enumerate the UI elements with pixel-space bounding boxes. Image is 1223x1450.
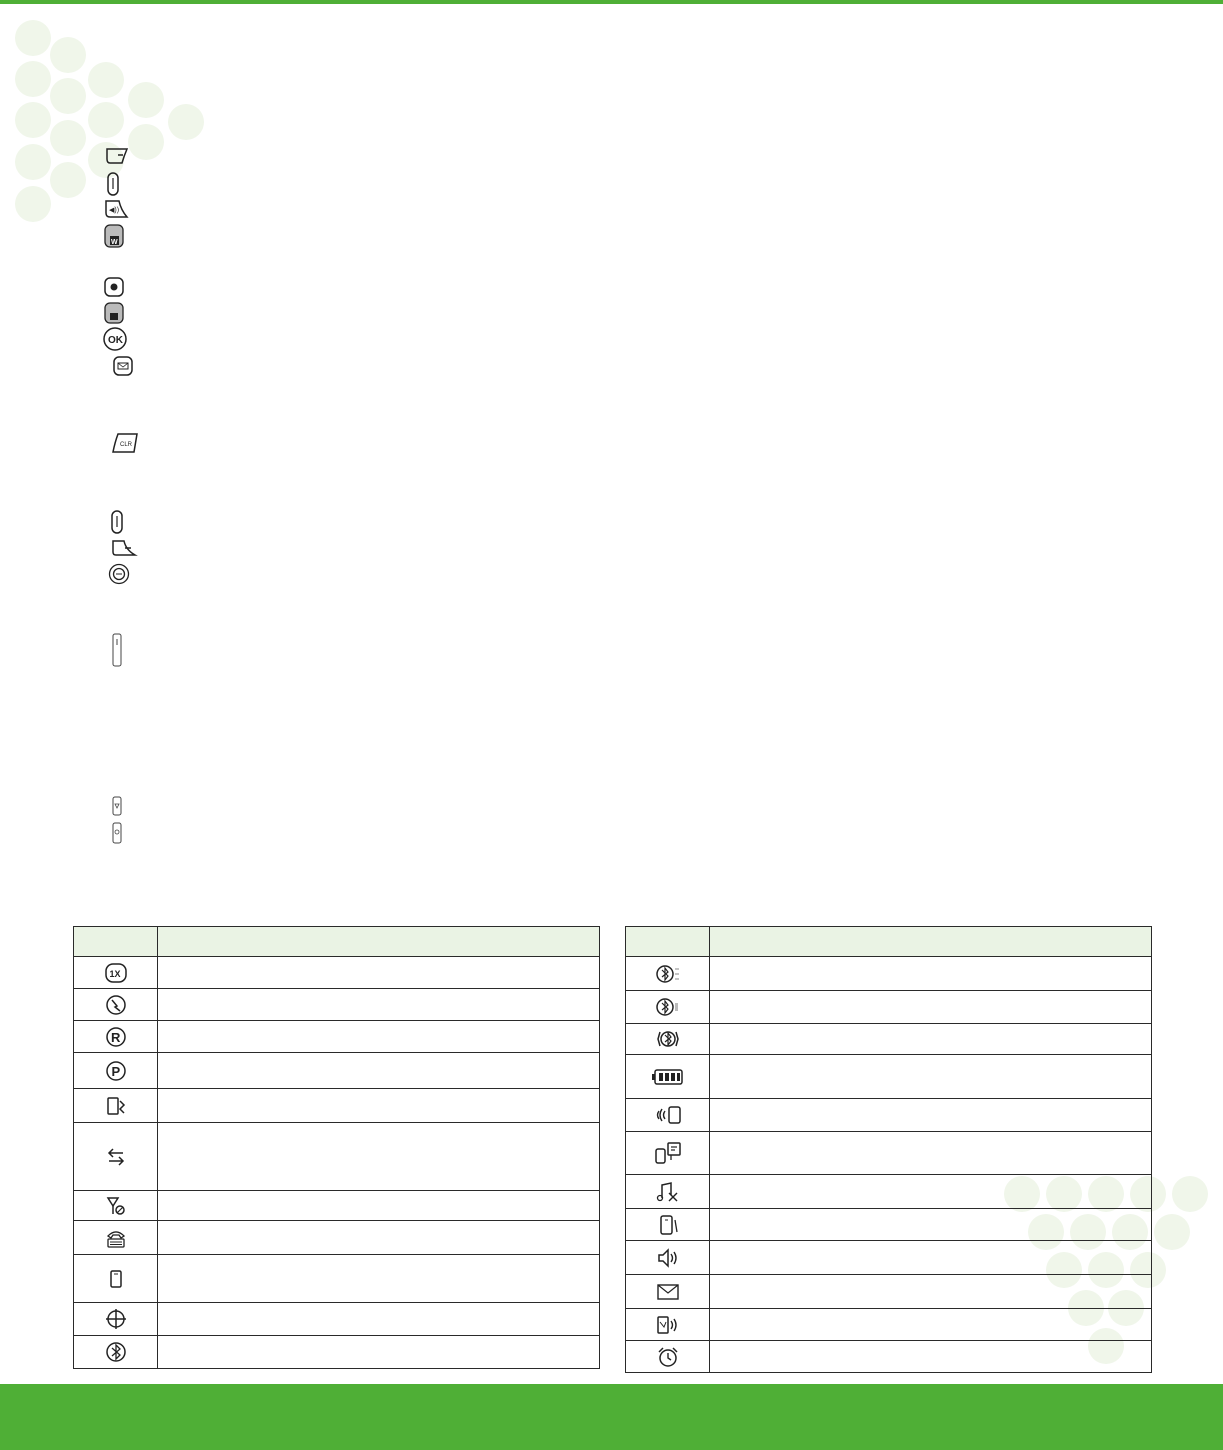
svg-text:R: R <box>110 1029 120 1045</box>
row-description <box>158 1089 600 1123</box>
table-header-row <box>74 927 600 957</box>
row-description <box>710 1241 1152 1275</box>
table-row <box>626 1241 1152 1275</box>
row-description <box>158 1191 600 1221</box>
bluetooth-discoverable-icon <box>655 996 681 1018</box>
table-row <box>74 989 600 1021</box>
row-description <box>710 1024 1152 1055</box>
1x-network-icon <box>104 962 128 984</box>
table-row <box>74 1221 600 1255</box>
music-mute-icon <box>656 1181 680 1203</box>
row-description <box>710 1099 1152 1132</box>
row-description <box>710 1209 1152 1241</box>
vibrate-ringer-icon <box>655 1314 681 1336</box>
camera-key-icon <box>104 277 124 297</box>
row-description <box>158 1053 600 1089</box>
phone-icon <box>105 1268 127 1290</box>
row-description <box>710 1055 1152 1099</box>
header-description <box>710 927 1152 957</box>
data-transfer-icon <box>105 1146 127 1168</box>
row-description <box>710 1175 1152 1209</box>
svg-text:W: W <box>111 239 118 246</box>
navigation-lock-key-icon <box>104 302 124 324</box>
table-row <box>74 1303 600 1336</box>
table-row <box>626 1309 1152 1341</box>
center-nav-key-icon <box>108 563 130 585</box>
table-header-row <box>626 927 1152 957</box>
side-volume-key-icon <box>106 172 120 196</box>
table-row <box>74 1053 600 1089</box>
location-off-icon <box>105 994 127 1016</box>
bottom-accent-band <box>0 1384 1223 1450</box>
table-row <box>626 1024 1152 1055</box>
table-row <box>74 1191 600 1221</box>
table-row <box>626 1099 1152 1132</box>
table-row <box>626 1132 1152 1175</box>
row-description <box>710 1309 1152 1341</box>
header-icon <box>626 927 710 957</box>
svg-text:1X: 1X <box>109 968 121 979</box>
table-row <box>74 1336 600 1369</box>
row-description <box>158 957 600 989</box>
table-row <box>626 1175 1152 1209</box>
new-message-icon <box>656 1282 680 1302</box>
status-icons-table-right <box>625 926 1152 1373</box>
ringer-vibrate-icon <box>653 1104 683 1126</box>
side-key-icon <box>110 510 124 534</box>
row-description <box>710 991 1152 1024</box>
tty-icon <box>105 1227 127 1249</box>
table-row <box>74 1255 600 1303</box>
table-row <box>74 957 600 989</box>
table-row <box>626 1055 1152 1099</box>
ok-key-icon <box>102 327 128 351</box>
table-row <box>74 1021 600 1053</box>
row-description <box>158 1021 600 1053</box>
battery-full-icon <box>651 1067 685 1087</box>
privacy-icon <box>105 1060 127 1082</box>
roaming-icon <box>105 1026 127 1048</box>
row-description <box>710 957 1152 991</box>
table-row <box>74 1123 600 1191</box>
svg-text:OK: OK <box>108 335 123 346</box>
table-row <box>626 957 1152 991</box>
navigation-web-key-icon <box>104 224 124 248</box>
table-row <box>626 1275 1152 1309</box>
message-key-icon <box>112 355 134 377</box>
bluetooth-active-icon <box>655 1028 681 1050</box>
row-description <box>158 1303 600 1336</box>
row-description <box>158 1123 600 1191</box>
location-on-icon <box>105 1308 127 1330</box>
bluetooth-connected-icon <box>655 963 681 985</box>
speaker-on-icon <box>656 1247 680 1269</box>
svg-text:CLR: CLR <box>120 442 133 448</box>
no-service-icon <box>105 1195 127 1217</box>
silent-mode-icon <box>657 1214 679 1236</box>
side-camera-key-icon <box>112 822 122 844</box>
row-description <box>158 1255 600 1303</box>
row-description <box>710 1275 1152 1309</box>
row-description <box>158 1221 600 1255</box>
svg-text:◀)): ◀)) <box>109 207 120 214</box>
table-row <box>626 1209 1152 1241</box>
header-icon <box>74 927 158 957</box>
speakerphone-key-icon <box>104 198 130 220</box>
header-description <box>158 927 600 957</box>
side-volume-down-key-icon <box>112 796 122 816</box>
end-key-icon <box>110 538 138 558</box>
voice-message-icon <box>653 1141 683 1165</box>
vibrate-mode-icon <box>105 1095 127 1117</box>
top-accent-rule <box>0 0 1223 4</box>
side-jack-icon <box>112 633 122 667</box>
table-row <box>74 1089 600 1123</box>
table-row <box>626 1341 1152 1373</box>
row-description <box>710 1341 1152 1373</box>
bluetooth-icon <box>105 1341 127 1363</box>
clear-key-icon <box>110 432 140 456</box>
row-description <box>710 1132 1152 1175</box>
left-softkey-icon <box>104 146 130 166</box>
row-description <box>158 1336 600 1369</box>
status-icons-table-left <box>73 926 600 1369</box>
row-description <box>158 989 600 1021</box>
alarm-clock-icon <box>656 1345 680 1369</box>
svg-text:P: P <box>111 1063 120 1079</box>
table-row <box>626 991 1152 1024</box>
